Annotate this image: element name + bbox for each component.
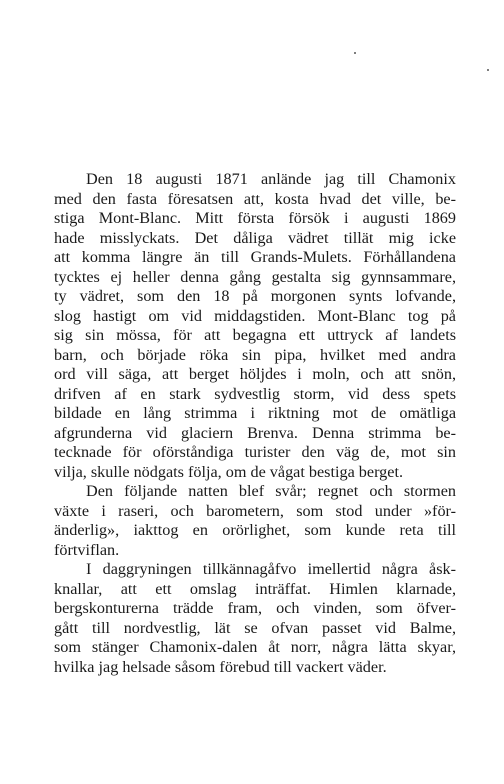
text-line: tecknade för oförståndiga turister den väg de, mot sin: [54, 443, 456, 461]
text-line: afgrunderna vid glaciern Brenva. Denna strimma be-: [54, 423, 456, 442]
body-text: [54, 170, 456, 677]
text-line: barn, och började röka sin pipa, hvilket med andra: [54, 345, 456, 364]
text-line: slog hastigt om vid middagstiden. Mont-Blanc tog på: [54, 306, 456, 325]
text-line: Den följande natten blef svår; regnet och stormen: [86, 482, 456, 500]
text-line: I daggryningen tillkännagåfvo imellertid några åsk-: [86, 560, 456, 578]
text-line: sig sin mössa, för att begagna ett uttryck af landets: [54, 326, 456, 344]
text-line: som stänger Chamonix-dalen åt norr, några lätta skyar,: [54, 638, 456, 656]
text-line: Den 18 augusti 1871 anlände jag till Chamonix: [86, 170, 456, 188]
text-line: stiga Mont-Blanc. Mitt första försök i augusti 1869: [54, 209, 456, 227]
print-speck: [487, 69, 489, 71]
text-line: med den fasta föresatsen att, kosta hvad det ville, be-: [54, 189, 456, 208]
text-line: bildade en lång strimma i riktning mot de omätliga: [54, 404, 456, 422]
text-line: vilja, skulle nödgats följa, om de vågat bestiga berget.: [54, 462, 403, 481]
text-line: knallar, att ett omslag inträffat. Himlen klarnade,: [54, 579, 456, 598]
text-line: gått till nordvestlig, lät se ofvan passet vid Balme,: [54, 618, 456, 637]
text-line: att komma längre än till Grands-Mulets. Förhållandena: [54, 248, 456, 266]
text-line: tycktes ej heller denna gång gestalta sig gynnsammare,: [54, 267, 456, 286]
text-line: förtviflan.: [54, 540, 120, 559]
text-line: drifven af en stark sydvestlig storm, vid dess spets: [54, 384, 456, 403]
text-line: änderlig», iakttog en orörlighet, som kunde reta till: [54, 521, 456, 539]
text-line: ord vill säga, att berget höljdes i moln, och att snön,: [54, 365, 456, 383]
text-line: växte i raseri, och barometern, som stod under »för-: [54, 501, 456, 520]
text-line: hvilka jag helsade såsom förebud till vackert väder.: [54, 657, 387, 676]
text-line: bergskonturerna trädde fram, och vinden, som öfver-: [54, 599, 456, 617]
print-speck: [354, 52, 356, 54]
text-line: hade misslyckats. Det dåliga vädret tillät mig icke: [54, 228, 456, 247]
text-line: ty vädret, som den 18 på morgonen synts lofvande,: [54, 287, 456, 305]
